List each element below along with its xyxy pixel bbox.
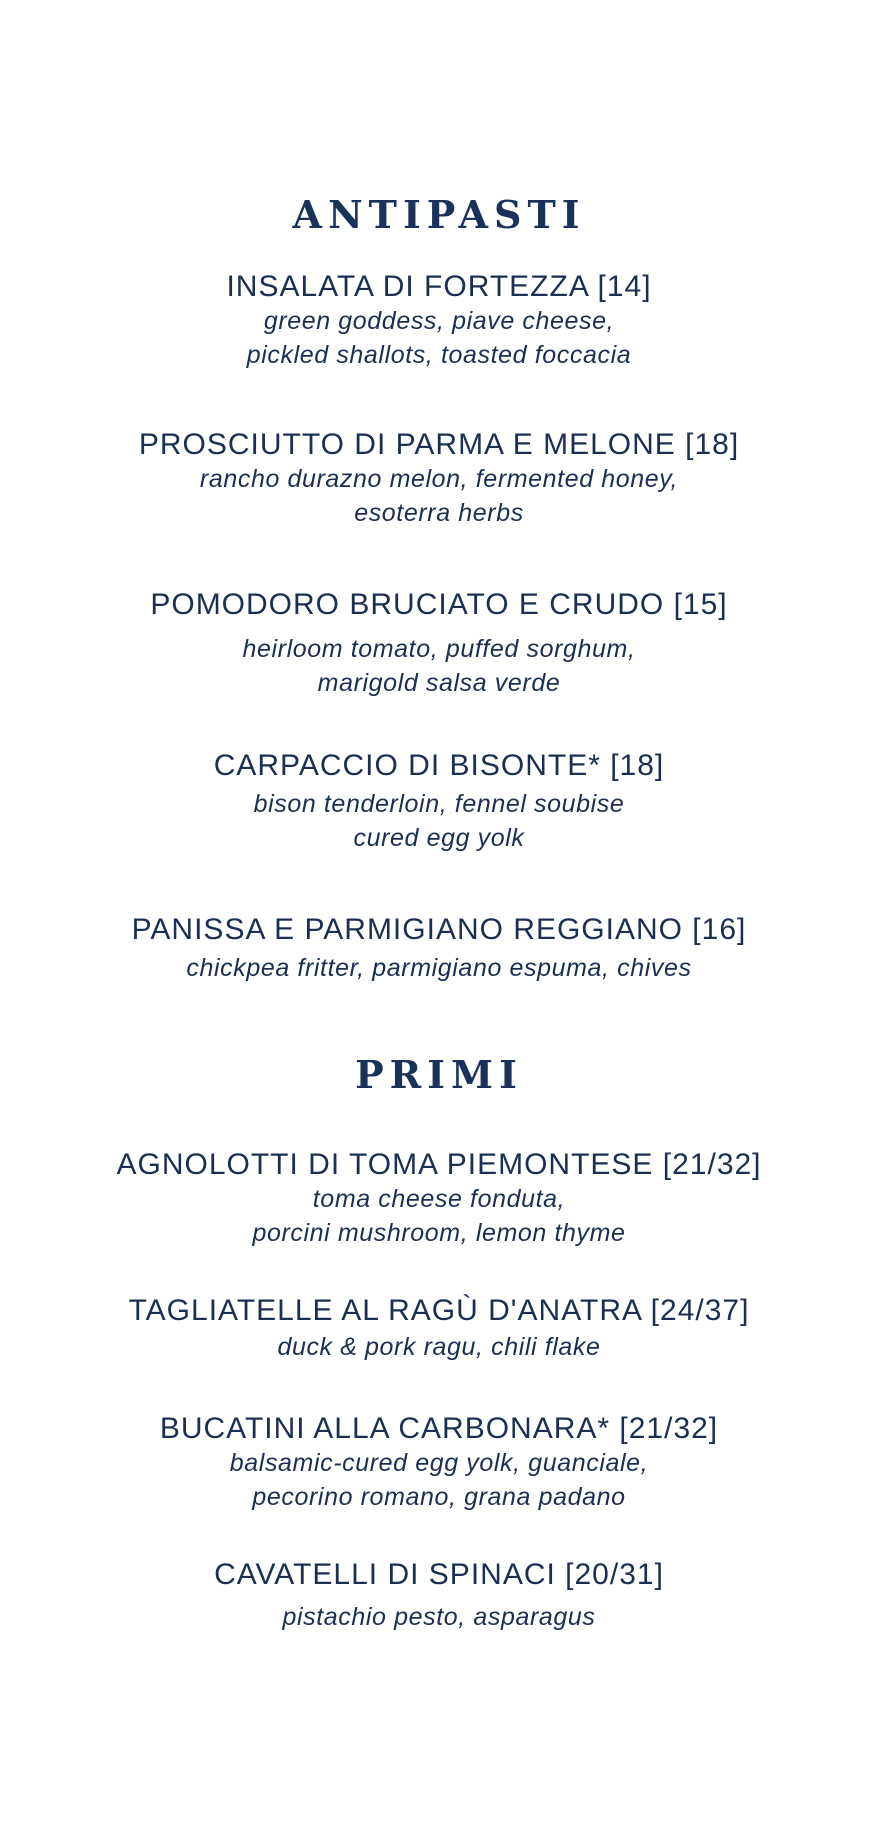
item-description: chickpea fritter, parmigiano espuma, chives xyxy=(186,954,692,982)
item-description: pickled shallots, toasted foccacia xyxy=(246,341,632,369)
section-title-antipasti: ANTIPASTI xyxy=(292,192,586,237)
menu-item xyxy=(0,1148,878,1250)
item-description: cured egg yolk xyxy=(353,824,525,852)
item-name: CAVATELLI DI SPINACI [20/31] xyxy=(214,1558,664,1591)
item-name: POMODORO BRUCIATO E CRUDO [15] xyxy=(150,588,728,621)
item-description: pecorino romano, grana padano xyxy=(252,1483,626,1511)
menu-item xyxy=(0,913,878,985)
menu-item xyxy=(0,749,878,855)
item-description: heirloom tomato, puffed sorghum, xyxy=(242,635,636,663)
item-name: TAGLIATELLE AL RAGÙ D'ANATRA [24/37] xyxy=(128,1294,750,1327)
item-description: toma cheese fonduta, xyxy=(312,1185,566,1213)
item-name: CARPACCIO DI BISONTE* [18] xyxy=(213,749,665,782)
item-description: balsamic-cured egg yolk, guanciale, xyxy=(229,1449,649,1477)
item-name: AGNOLOTTI DI TOMA PIEMONTESE [21/32] xyxy=(116,1148,762,1181)
item-name: BUCATINI ALLA CARBONARA* [21/32] xyxy=(159,1412,719,1445)
section-title-primi: PRIMI xyxy=(355,1052,523,1097)
menu-item xyxy=(0,588,878,700)
menu-item xyxy=(0,1558,878,1634)
menu-item xyxy=(0,1412,878,1514)
item-description: rancho durazno melon, fermented honey, xyxy=(199,465,679,493)
menu-item xyxy=(0,270,878,372)
item-description: bison tenderloin, fennel soubise xyxy=(253,790,625,818)
item-description: duck & pork ragu, chili flake xyxy=(277,1333,601,1361)
menu-item xyxy=(0,428,878,530)
item-description: marigold salsa verde xyxy=(317,669,561,697)
item-description: esoterra herbs xyxy=(354,499,524,527)
item-description: pistachio pesto, asparagus xyxy=(282,1603,596,1631)
item-description: porcini mushroom, lemon thyme xyxy=(252,1219,626,1247)
menu-item xyxy=(0,1294,878,1364)
item-name: INSALATA DI FORTEZZA [14] xyxy=(226,270,652,303)
item-name: PROSCIUTTO DI PARMA E MELONE [18] xyxy=(138,428,740,461)
item-name: PANISSA E PARMIGIANO REGGIANO [16] xyxy=(131,913,747,946)
item-description: green goddess, piave cheese, xyxy=(263,307,615,335)
